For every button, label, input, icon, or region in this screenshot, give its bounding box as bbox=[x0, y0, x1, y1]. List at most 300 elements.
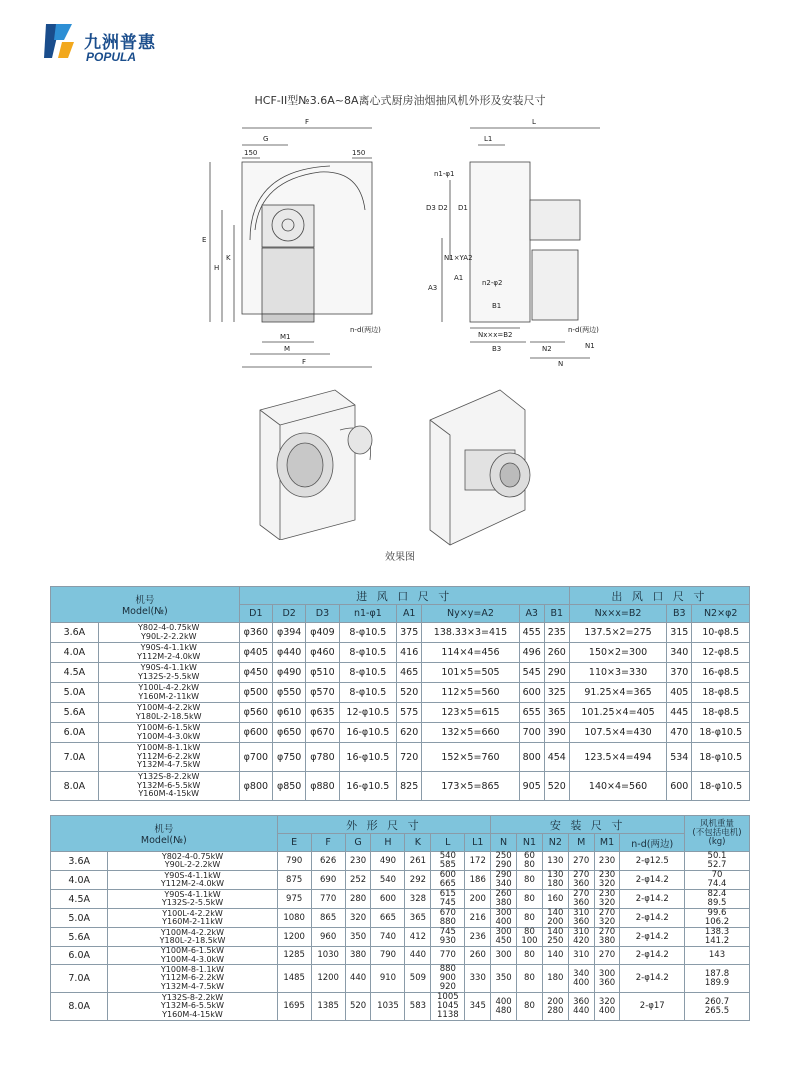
table-cell: 80 bbox=[517, 965, 543, 993]
t2-col-header: K bbox=[405, 834, 431, 852]
table-cell: 910 bbox=[371, 965, 405, 993]
dim-nd-front: n-d(两边) bbox=[350, 326, 381, 334]
model-number: 5.6A bbox=[51, 928, 108, 947]
table-cell: φ490 bbox=[273, 663, 306, 683]
t1-col-header: n1-φ1 bbox=[339, 605, 397, 623]
table-cell: 292 bbox=[405, 871, 431, 890]
table-cell: 583 bbox=[405, 993, 431, 1021]
table-cell: 740 bbox=[371, 928, 405, 947]
table-cell: 825 bbox=[397, 772, 422, 801]
table-cell: 152×5=760 bbox=[422, 743, 519, 772]
table-row bbox=[51, 909, 750, 928]
t1-col-header: D1 bbox=[239, 605, 272, 623]
table-cell: φ360 bbox=[239, 623, 272, 643]
t1-col-header: A1 bbox=[397, 605, 422, 623]
table-cell: 340 bbox=[667, 643, 692, 663]
table-cell: φ450 bbox=[239, 663, 272, 683]
inlet-outlet-dimensions-table bbox=[50, 586, 750, 801]
table-cell: φ850 bbox=[273, 772, 306, 801]
table-cell: 260 bbox=[465, 947, 491, 965]
table-cell: 290 bbox=[544, 663, 569, 683]
table-cell: φ510 bbox=[306, 663, 339, 683]
table-cell: 534 bbox=[667, 743, 692, 772]
table-cell: 252 bbox=[345, 871, 371, 890]
table-cell: 107.5×4=430 bbox=[569, 723, 666, 743]
table-cell: 290 340 bbox=[491, 871, 517, 890]
table-cell: 80 bbox=[517, 890, 543, 909]
table-cell: 770 bbox=[431, 947, 465, 965]
table-cell: 600 bbox=[519, 683, 544, 703]
table-cell: 123×5=615 bbox=[422, 703, 519, 723]
table-cell: 440 bbox=[405, 947, 431, 965]
table-cell: 230 bbox=[345, 852, 371, 871]
table-cell: φ880 bbox=[306, 772, 339, 801]
t2-col-header: E bbox=[277, 834, 311, 852]
dim-F-bottom: F bbox=[302, 358, 307, 366]
table-cell: 18-φ8.5 bbox=[692, 683, 750, 703]
dim-n2phi2: n2-φ2 bbox=[482, 279, 503, 287]
table-cell: 270 bbox=[594, 947, 620, 965]
table-cell: 400 480 bbox=[491, 993, 517, 1021]
table-cell: 10-φ8.5 bbox=[692, 623, 750, 643]
table-cell: 365 bbox=[405, 909, 431, 928]
table-cell: 8-φ10.5 bbox=[339, 683, 397, 703]
t2-col-header: N2 bbox=[542, 834, 568, 852]
table-cell: 180 bbox=[542, 965, 568, 993]
model-number: 8.0A bbox=[51, 993, 108, 1021]
table-cell: 880 900 920 bbox=[431, 965, 465, 993]
t1-col-header: A3 bbox=[519, 605, 544, 623]
table-cell: 2-φ14.2 bbox=[620, 928, 685, 947]
table-cell: 250 290 bbox=[491, 852, 517, 871]
table-cell: 216 bbox=[465, 909, 491, 928]
effect-caption: 效果图 bbox=[385, 552, 415, 563]
document-title: HCF-II型№3.6A~8A离心式厨房油烟抽风机外形及安装尺寸 bbox=[254, 94, 546, 107]
t2-col-header: N bbox=[491, 834, 517, 852]
table-row bbox=[51, 890, 750, 909]
table-cell: 340 400 bbox=[568, 965, 594, 993]
table-cell: 143 bbox=[685, 947, 750, 965]
t1-col-header: D2 bbox=[273, 605, 306, 623]
motor-models: Y100M-4-2.2kW Y180L-2-18.5kW bbox=[98, 703, 239, 723]
t2-header-weight-text: 风机重量 (不包括电机) (kg) bbox=[692, 819, 742, 847]
table-cell: 455 bbox=[519, 623, 544, 643]
table-cell: 110×3=330 bbox=[569, 663, 666, 683]
table-cell: 270 360 bbox=[568, 871, 594, 890]
dim-D2: D2 bbox=[438, 204, 448, 212]
table-cell: 2-φ14.2 bbox=[620, 890, 685, 909]
model-number: 4.0A bbox=[51, 643, 99, 663]
table-cell: 8-φ10.5 bbox=[339, 643, 397, 663]
table-cell: 310 360 bbox=[568, 909, 594, 928]
table-cell: φ700 bbox=[239, 743, 272, 772]
table-cell: 1485 bbox=[277, 965, 311, 993]
motor-models: Y90S-4-1.1kW Y132S-2-5.5kW bbox=[108, 890, 277, 909]
table-cell: 412 bbox=[405, 928, 431, 947]
motor-models: Y90S-4-1.1kW Y112M-2-4.0kW bbox=[108, 871, 277, 890]
t1-header-outlet: 出 风 口 尺 寸 bbox=[569, 587, 749, 605]
table-cell: 16-φ10.5 bbox=[339, 743, 397, 772]
logo-en-text: POPULA bbox=[86, 50, 137, 64]
table-row bbox=[51, 772, 750, 801]
table-cell: 280 bbox=[345, 890, 371, 909]
motor-models: Y100M-8-1.1kW Y112M-6-2.2kW Y132M-4-7.5kW bbox=[98, 743, 239, 772]
table-cell: 310 420 bbox=[568, 928, 594, 947]
t2-col-header: L bbox=[431, 834, 465, 852]
table-cell: 800 bbox=[519, 743, 544, 772]
t1-header-inlet: 进 风 口 尺 寸 bbox=[239, 587, 569, 605]
model-number: 5.6A bbox=[51, 703, 99, 723]
dim-nd-side: n-d(两边) bbox=[568, 326, 599, 334]
effect-drawing-right bbox=[420, 380, 560, 550]
table-cell: 300 450 bbox=[491, 928, 517, 947]
table-cell: φ460 bbox=[306, 643, 339, 663]
table-cell: 345 bbox=[465, 993, 491, 1021]
table-cell: 330 bbox=[465, 965, 491, 993]
table-cell: 445 bbox=[667, 703, 692, 723]
model-number: 3.6A bbox=[51, 623, 99, 643]
dim-D1: D1 bbox=[458, 204, 468, 212]
table-cell: 405 bbox=[667, 683, 692, 703]
table-row bbox=[51, 743, 750, 772]
table-cell: 620 bbox=[397, 723, 422, 743]
table-cell: 18-φ10.5 bbox=[692, 723, 750, 743]
table-cell: 12-φ10.5 bbox=[339, 703, 397, 723]
table-cell: 114×4=456 bbox=[422, 643, 519, 663]
table-cell: 745 930 bbox=[431, 928, 465, 947]
logo-mark-icon bbox=[42, 20, 76, 62]
table-cell: 235 bbox=[544, 623, 569, 643]
table-cell: 99.6 106.2 bbox=[685, 909, 750, 928]
table-cell: 270 bbox=[568, 852, 594, 871]
t2-col-header: F bbox=[311, 834, 345, 852]
table-row bbox=[51, 723, 750, 743]
dim-M: M bbox=[284, 345, 291, 353]
table-cell: 91.25×4=365 bbox=[569, 683, 666, 703]
table-cell: 60 80 bbox=[517, 852, 543, 871]
table-cell: 320 bbox=[345, 909, 371, 928]
table-cell: 200 280 bbox=[542, 993, 568, 1021]
table-cell: φ600 bbox=[239, 723, 272, 743]
table-cell: 261 bbox=[405, 852, 431, 871]
table-cell: 360 440 bbox=[568, 993, 594, 1021]
table-cell: 8-φ10.5 bbox=[339, 663, 397, 683]
t1-col-header: N2×φ2 bbox=[692, 605, 750, 623]
table-cell: 470 bbox=[667, 723, 692, 743]
table-cell: 8-φ10.5 bbox=[339, 623, 397, 643]
table-cell: 160 bbox=[542, 890, 568, 909]
table-cell: 600 bbox=[371, 890, 405, 909]
table-cell: 2-φ14.2 bbox=[620, 965, 685, 993]
table-cell: 790 bbox=[277, 852, 311, 871]
dim-E: E bbox=[202, 236, 207, 244]
table-cell: 80 bbox=[517, 909, 543, 928]
model-number: 4.5A bbox=[51, 663, 99, 683]
t2-header-model bbox=[51, 816, 278, 852]
dim-A3: A3 bbox=[428, 284, 438, 292]
table-cell: φ394 bbox=[273, 623, 306, 643]
model-number: 5.0A bbox=[51, 909, 108, 928]
motor-models: Y100M-6-1.5kW Y100M-4-3.0kW bbox=[108, 947, 277, 965]
motor-models: Y802-4-0.75kW Y90L-2-2.2kW bbox=[108, 852, 277, 871]
table-cell: 300 360 bbox=[594, 965, 620, 993]
t2-header-outline: 外 形 尺 寸 bbox=[277, 816, 491, 834]
table-cell: 575 bbox=[397, 703, 422, 723]
dim-n1phi1: n1-φ1 bbox=[434, 170, 455, 178]
model-number: 6.0A bbox=[51, 723, 99, 743]
table-cell: 2-φ14.2 bbox=[620, 871, 685, 890]
table-cell: φ635 bbox=[306, 703, 339, 723]
table-cell: 200 bbox=[465, 890, 491, 909]
table-cell: 132×5=660 bbox=[422, 723, 519, 743]
model-number: 3.6A bbox=[51, 852, 108, 871]
table-cell: 130 bbox=[542, 852, 568, 871]
table-cell: 1200 bbox=[311, 965, 345, 993]
table-cell: 140×4=560 bbox=[569, 772, 666, 801]
model-number: 6.0A bbox=[51, 947, 108, 965]
table-cell: 18-φ10.5 bbox=[692, 772, 750, 801]
table-cell: 600 bbox=[667, 772, 692, 801]
dim-H: H bbox=[214, 264, 220, 272]
table-cell: 1695 bbox=[277, 993, 311, 1021]
table-cell: 520 bbox=[544, 772, 569, 801]
table-cell: 720 bbox=[397, 743, 422, 772]
table-cell: 1080 bbox=[277, 909, 311, 928]
model-number: 8.0A bbox=[51, 772, 99, 801]
table-cell: φ800 bbox=[239, 772, 272, 801]
table-cell: 2-φ17 bbox=[620, 993, 685, 1021]
t2-col-header: H bbox=[371, 834, 405, 852]
dim-A1: A1 bbox=[454, 274, 464, 282]
table-row bbox=[51, 623, 750, 643]
table-cell: 1385 bbox=[311, 993, 345, 1021]
table-cell: 665 bbox=[371, 909, 405, 928]
motor-models: Y100M-6-1.5kW Y100M-4-3.0kW bbox=[98, 723, 239, 743]
table-cell: 365 bbox=[544, 703, 569, 723]
dim-NxxB2: Nx×x=B2 bbox=[478, 331, 513, 339]
table-cell: 315 bbox=[667, 623, 692, 643]
dim-B1: B1 bbox=[492, 302, 502, 310]
table-cell: φ560 bbox=[239, 703, 272, 723]
t2-header-weight bbox=[685, 816, 750, 852]
table-cell: 18-φ8.5 bbox=[692, 703, 750, 723]
table-row bbox=[51, 643, 750, 663]
table-cell: 1285 bbox=[277, 947, 311, 965]
motor-models: Y132S-8-2.2kW Y132M-6-5.5kW Y160M-4-15kW bbox=[108, 993, 277, 1021]
table-cell: φ650 bbox=[273, 723, 306, 743]
table-row bbox=[51, 683, 750, 703]
table-cell: 350 bbox=[491, 965, 517, 993]
t1-col-header: B3 bbox=[667, 605, 692, 623]
dim-M1: M1 bbox=[280, 333, 291, 341]
table-cell: 187.8 189.9 bbox=[685, 965, 750, 993]
table-cell: 80 100 bbox=[517, 928, 543, 947]
table-cell: 615 745 bbox=[431, 890, 465, 909]
table-cell: 465 bbox=[397, 663, 422, 683]
model-number: 5.0A bbox=[51, 683, 99, 703]
table-cell: 112×5=560 bbox=[422, 683, 519, 703]
table-cell: 1030 bbox=[311, 947, 345, 965]
motor-models: Y100L-4-2.2kW Y160M-2-11kW bbox=[108, 909, 277, 928]
table-cell: 626 bbox=[311, 852, 345, 871]
table-cell: 300 bbox=[491, 947, 517, 965]
table-cell: 690 bbox=[311, 871, 345, 890]
table-cell: 260 bbox=[544, 643, 569, 663]
t1-header-model bbox=[51, 587, 240, 623]
t1-col-header: Ny×y=A2 bbox=[422, 605, 519, 623]
company-logo bbox=[42, 20, 182, 70]
model-number: 4.5A bbox=[51, 890, 108, 909]
table-cell: φ500 bbox=[239, 683, 272, 703]
table-cell: 320 400 bbox=[594, 993, 620, 1021]
table-cell: φ570 bbox=[306, 683, 339, 703]
table-cell: 101.25×4=405 bbox=[569, 703, 666, 723]
table-cell: 496 bbox=[519, 643, 544, 663]
t2-header-install: 安 装 尺 寸 bbox=[491, 816, 685, 834]
t2-col-header: L1 bbox=[465, 834, 491, 852]
table-cell: 380 bbox=[345, 947, 371, 965]
table-cell: φ440 bbox=[273, 643, 306, 663]
table-cell: φ405 bbox=[239, 643, 272, 663]
table-row bbox=[51, 947, 750, 965]
table-row bbox=[51, 993, 750, 1021]
table-cell: 328 bbox=[405, 890, 431, 909]
motor-models: Y90S-4-1.1kW Y132S-2-5.5kW bbox=[98, 663, 239, 683]
dim-N: N bbox=[558, 360, 564, 368]
table-cell: 270 320 bbox=[594, 909, 620, 928]
table-row bbox=[51, 703, 750, 723]
dim-N1xYA2: N1×YA2 bbox=[444, 254, 473, 262]
table-cell: 540 bbox=[371, 871, 405, 890]
table-cell: 138.3 141.2 bbox=[685, 928, 750, 947]
motor-models: Y132S-8-2.2kW Y132M-6-5.5kW Y160M-4-15kW bbox=[98, 772, 239, 801]
table-cell: 172 bbox=[465, 852, 491, 871]
outline-install-dimensions-table bbox=[50, 815, 750, 1021]
table-cell: 520 bbox=[397, 683, 422, 703]
logo-cn-text: 九洲普惠 bbox=[84, 33, 156, 53]
table-cell: φ670 bbox=[306, 723, 339, 743]
table-cell: 790 bbox=[371, 947, 405, 965]
effect-drawing-left bbox=[245, 380, 395, 540]
t2-header-model-en: Model(№) bbox=[140, 835, 187, 846]
table-cell: 770 bbox=[311, 890, 345, 909]
table-cell: 310 bbox=[568, 947, 594, 965]
t2-col-header: G bbox=[345, 834, 371, 852]
table-cell: 137.5×2=275 bbox=[569, 623, 666, 643]
table-cell: 700 bbox=[519, 723, 544, 743]
table-cell: 230 bbox=[594, 852, 620, 871]
t2-col-header: n-d(两边) bbox=[620, 834, 685, 852]
table-cell: 416 bbox=[397, 643, 422, 663]
table-cell: 140 250 bbox=[542, 928, 568, 947]
table-cell: 270 360 bbox=[568, 890, 594, 909]
table-row bbox=[51, 965, 750, 993]
table-cell: 101×5=505 bbox=[422, 663, 519, 683]
table-cell: 545 bbox=[519, 663, 544, 683]
table-cell: φ550 bbox=[273, 683, 306, 703]
t1-header-model-en: Model(№) bbox=[121, 606, 168, 617]
dim-D3: D3 bbox=[426, 204, 436, 212]
table-cell: 230 320 bbox=[594, 871, 620, 890]
table-cell: 1035 bbox=[371, 993, 405, 1021]
dim-N1-side: N1 bbox=[585, 342, 595, 350]
t2-col-header: N1 bbox=[517, 834, 543, 852]
table-cell: 520 bbox=[345, 993, 371, 1021]
table-cell: 960 bbox=[311, 928, 345, 947]
table-cell: 12-φ8.5 bbox=[692, 643, 750, 663]
table-cell: 16-φ10.5 bbox=[339, 723, 397, 743]
t1-col-header: Nx×x=B2 bbox=[569, 605, 666, 623]
table-cell: 260 380 bbox=[491, 890, 517, 909]
table-cell: 509 bbox=[405, 965, 431, 993]
table-cell: 390 bbox=[544, 723, 569, 743]
orthographic-drawing bbox=[180, 110, 620, 370]
table-cell: 2-φ12.5 bbox=[620, 852, 685, 871]
table-row bbox=[51, 852, 750, 871]
t1-col-header: D3 bbox=[306, 605, 339, 623]
table-cell: 80 bbox=[517, 871, 543, 890]
table-cell: 490 bbox=[371, 852, 405, 871]
table-cell: 173×5=865 bbox=[422, 772, 519, 801]
table-cell: 865 bbox=[311, 909, 345, 928]
table-row bbox=[51, 928, 750, 947]
table-row bbox=[51, 663, 750, 683]
table-cell: 540 585 bbox=[431, 852, 465, 871]
table-cell: 80 bbox=[517, 993, 543, 1021]
table-cell: φ750 bbox=[273, 743, 306, 772]
motor-models: Y100L-4-2.2kW Y160M-2-11kW bbox=[98, 683, 239, 703]
table-cell: 236 bbox=[465, 928, 491, 947]
table-cell: 16-φ10.5 bbox=[339, 772, 397, 801]
table-cell: 150×2=300 bbox=[569, 643, 666, 663]
table-cell: 2-φ14.2 bbox=[620, 947, 685, 965]
table-cell: 16-φ8.5 bbox=[692, 663, 750, 683]
table-cell: φ780 bbox=[306, 743, 339, 772]
dim-N2: N2 bbox=[542, 345, 552, 353]
dim-L: L bbox=[532, 118, 536, 126]
table-cell: φ409 bbox=[306, 623, 339, 643]
table-cell: 375 bbox=[397, 623, 422, 643]
table-cell: 140 bbox=[542, 947, 568, 965]
table-row bbox=[51, 871, 750, 890]
dim-K: K bbox=[226, 254, 231, 262]
table-cell: 454 bbox=[544, 743, 569, 772]
table-cell: 325 bbox=[544, 683, 569, 703]
table-cell: 82.4 89.5 bbox=[685, 890, 750, 909]
table-cell: 905 bbox=[519, 772, 544, 801]
model-number: 7.0A bbox=[51, 743, 99, 772]
t1-col-header: B1 bbox=[544, 605, 569, 623]
table-cell: 70 74.4 bbox=[685, 871, 750, 890]
table-cell: 130 180 bbox=[542, 871, 568, 890]
motor-models: Y802-4-0.75kW Y90L-2-2.2kW bbox=[98, 623, 239, 643]
table-cell: 80 bbox=[517, 947, 543, 965]
table-cell: 670 880 bbox=[431, 909, 465, 928]
t1-header-model-cn: 机号 bbox=[135, 595, 155, 606]
dim-F-top: F bbox=[305, 118, 310, 126]
table-cell: 440 bbox=[345, 965, 371, 993]
t2-header-model-cn: 机号 bbox=[154, 824, 174, 835]
dim-150-left: 150 bbox=[244, 149, 258, 157]
table-cell: 270 380 bbox=[594, 928, 620, 947]
motor-models: Y90S-4-1.1kW Y112M-2-4.0kW bbox=[98, 643, 239, 663]
model-number: 4.0A bbox=[51, 871, 108, 890]
table-cell: 50.1 52.7 bbox=[685, 852, 750, 871]
motor-models: Y100M-4-2.2kW Y180L-2-18.5kW bbox=[108, 928, 277, 947]
dim-L1: L1 bbox=[484, 135, 493, 143]
model-number: 7.0A bbox=[51, 965, 108, 993]
table-cell: 975 bbox=[277, 890, 311, 909]
